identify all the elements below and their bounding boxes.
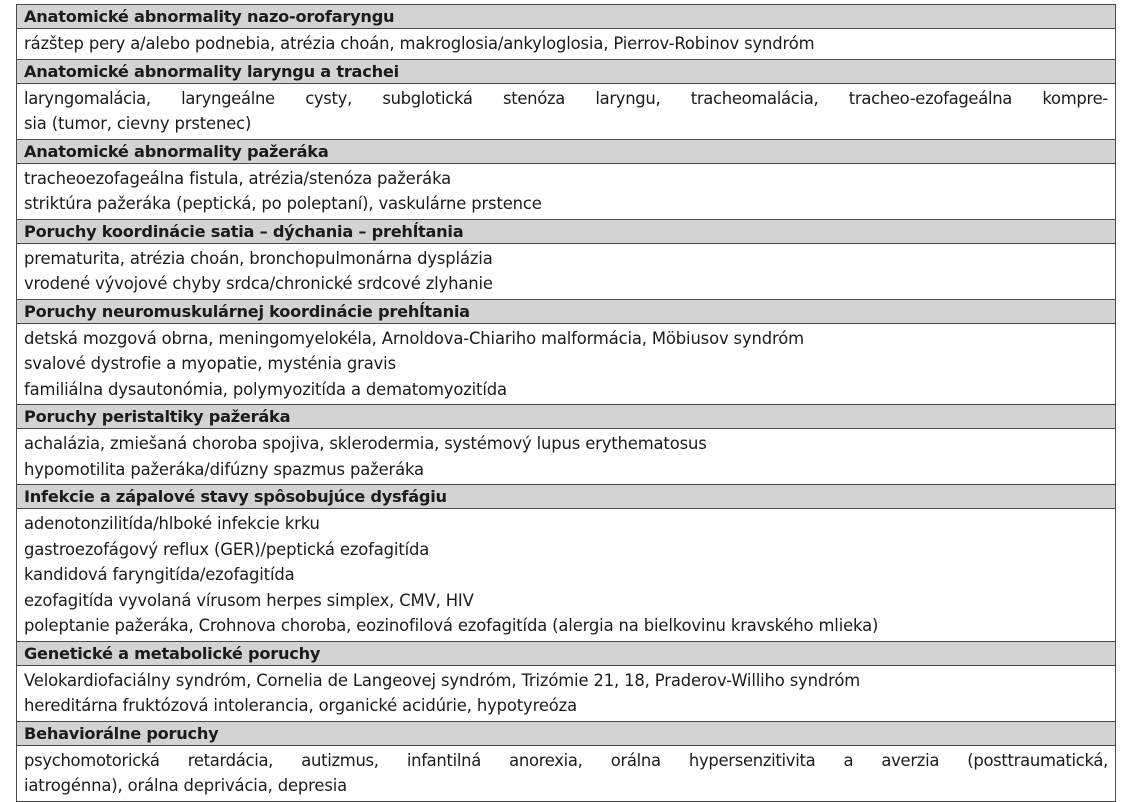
condition-line: tracheoezofageálna fistula, atrézia/stenóza pažeráka bbox=[24, 168, 452, 188]
condition-line: achalázia, zmiešaná choroba spojiva, sklerodermia, systémový lupus erythematosus bbox=[24, 434, 707, 453]
category-conditions bbox=[17, 164, 1115, 220]
condition-line: ezofagitída vyvolaná vírusom herpes simplex, CMV, HIV bbox=[24, 590, 474, 610]
condition-line: hypomotilita pažeráka/difúzny spazmus pažeráka bbox=[24, 459, 424, 479]
condition-line: vrodené vývojové chyby srdca/chronické srdcové zlyhanie bbox=[24, 274, 493, 293]
category-conditions bbox=[17, 666, 1115, 722]
category-header: Genetické a metabolické poruchy bbox=[17, 642, 1115, 666]
category-header: Infekcie a zápalové stavy spôsobujúce dysfágiu bbox=[17, 485, 1115, 509]
category-conditions bbox=[17, 746, 1115, 802]
category-header: Anatomické abnormality laryngu a trachei bbox=[17, 60, 1115, 84]
condition-line: sia (tumor, cievny prstenec) bbox=[24, 114, 252, 133]
dysphagia-causes-table bbox=[16, 4, 1116, 802]
condition-line: striktúra pažeráka (peptická, po poleptaní), vaskulárne prstence bbox=[24, 194, 542, 213]
category-conditions bbox=[17, 29, 1115, 60]
condition-line: svalové dystrofie a myopatie, mysténia gravis bbox=[24, 354, 396, 373]
condition-line: iatrogénna), orálna deprivácia, depresia bbox=[24, 776, 348, 795]
category-conditions bbox=[17, 324, 1115, 406]
condition-line: hereditárna fruktózová intolerancia, organické acidúrie, hypotyreóza bbox=[24, 696, 577, 715]
category-header: Anatomické abnormality pažeráka bbox=[17, 140, 1115, 164]
condition-line: poleptanie pažeráka, Crohnova choroba, eozinofilová ezofagitída (alergia na bielkovinu kravského mlieka) bbox=[24, 616, 879, 635]
condition-line: familiálna dysautonómia, polymyozitída a dematomyozitída bbox=[24, 379, 507, 399]
category-conditions bbox=[17, 429, 1115, 485]
category-header: Behaviorálne poruchy bbox=[17, 722, 1115, 746]
condition-line: detská mozgová obrna, meningomyelokéla, Arnoldova-Chiariho malformácia, Möbiusov syndróm bbox=[24, 328, 804, 348]
category-header: Poruchy peristaltiky pažeráka bbox=[17, 405, 1115, 429]
condition-line: Velokardiofaciálny syndróm, Cornelia de Langeovej syndróm, Trizómie 21, 18, Praderov-Williho syndróm bbox=[24, 670, 861, 690]
condition-line: adenotonzilitída/hlboké infekcie krku bbox=[24, 514, 320, 533]
condition-line: rázštep pery a/alebo podnebia, atrézia choán, makroglosia/ankyloglosia, Pierrov-Robinov syndróm bbox=[24, 34, 815, 53]
category-conditions bbox=[17, 509, 1115, 642]
condition-line: prematurita, atrézia choán, bronchopulmonárna dysplázia bbox=[24, 248, 493, 268]
category-header: Poruchy neuromuskulárnej koordinácie prehĺtania bbox=[17, 300, 1115, 324]
category-conditions bbox=[17, 244, 1115, 300]
category-header: Anatomické abnormality nazo-orofaryngu bbox=[17, 5, 1115, 29]
condition-line: kandidová faryngitída/ezofagitída bbox=[24, 565, 295, 584]
condition-line: laryngomalácia, laryngeálne cysty, subglotická stenóza laryngu, tracheomalácia, tracheo-ezofageálna kompre- bbox=[24, 88, 1108, 108]
condition-line: gastroezofágový reflux (GER)/peptická ezofagitída bbox=[24, 539, 430, 559]
category-header: Poruchy koordinácie satia – dýchania – prehĺtania bbox=[17, 220, 1115, 244]
condition-line: psychomotorická retardácia, autizmus, infantilná anorexia, orálna hypersenzitivita a averzia (posttraumatická, bbox=[24, 750, 1108, 770]
category-conditions bbox=[17, 84, 1115, 140]
